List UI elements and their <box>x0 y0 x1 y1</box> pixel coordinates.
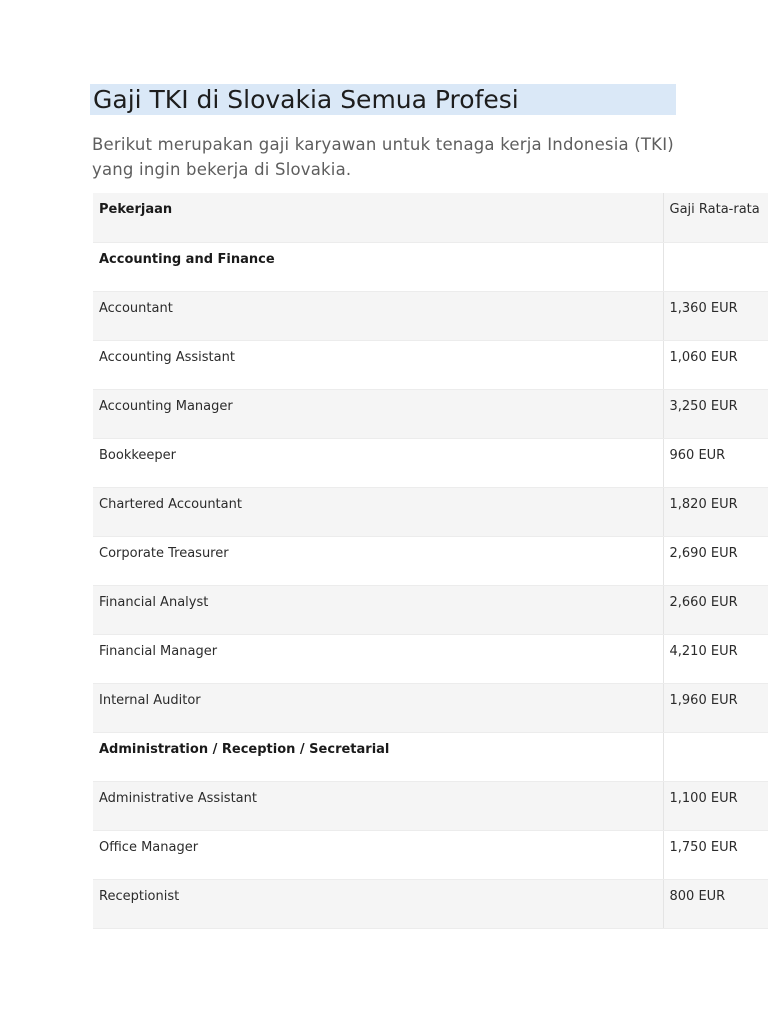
table-header-row <box>93 193 768 242</box>
salary-cell: 3,250 EUR <box>663 389 768 438</box>
table-row <box>93 291 768 340</box>
table-row <box>93 634 768 683</box>
job-cell: Accounting Manager <box>93 389 663 438</box>
salary-table <box>93 193 768 929</box>
job-cell: Financial Manager <box>93 634 663 683</box>
category-row <box>93 242 768 291</box>
category-row <box>93 732 768 781</box>
salary-cell: 2,660 EUR <box>663 585 768 634</box>
page-subtitle: Berikut merupakan gaji karyawan untuk tenaga kerja Indonesia (TKI) yang ingin bekerja di Slovakia. <box>92 135 674 179</box>
page-title: Gaji TKI di Slovakia Semua Profesi <box>90 84 676 115</box>
salary-cell: 1,360 EUR <box>663 291 768 340</box>
job-cell: Internal Auditor <box>93 683 663 732</box>
job-cell: Administrative Assistant <box>93 781 663 830</box>
salary-cell: 1,750 EUR <box>663 830 768 879</box>
job-cell: Accountant <box>93 291 663 340</box>
table-row <box>93 536 768 585</box>
job-cell: Financial Analyst <box>93 585 663 634</box>
salary-cell: 1,100 EUR <box>663 781 768 830</box>
table-row <box>93 438 768 487</box>
job-cell: Accounting Assistant <box>93 340 663 389</box>
job-cell: Receptionist <box>93 879 663 928</box>
salary-cell: 1,960 EUR <box>663 683 768 732</box>
job-cell: Accounting and Finance <box>93 242 663 291</box>
table-row <box>93 585 768 634</box>
job-cell: Office Manager <box>93 830 663 879</box>
job-cell: Chartered Accountant <box>93 487 663 536</box>
job-cell: Corporate Treasurer <box>93 536 663 585</box>
salary-cell: 4,210 EUR <box>663 634 768 683</box>
salary-cell: 1,820 EUR <box>663 487 768 536</box>
job-cell: Bookkeeper <box>93 438 663 487</box>
table-row <box>93 830 768 879</box>
salary-cell <box>663 732 768 781</box>
table-row <box>93 340 768 389</box>
column-header-pekerjaan: Pekerjaan <box>93 193 663 242</box>
table-row <box>93 389 768 438</box>
salary-cell: 2,690 EUR <box>663 536 768 585</box>
table-row <box>93 683 768 732</box>
salary-cell: 800 EUR <box>663 879 768 928</box>
table-row <box>93 879 768 928</box>
table-row <box>93 487 768 536</box>
salary-cell: 960 EUR <box>663 438 768 487</box>
salary-cell: 1,060 EUR <box>663 340 768 389</box>
column-header-gaji-rata-rata: Gaji Rata-rata <box>663 193 768 242</box>
table-row <box>93 781 768 830</box>
job-cell: Administration / Reception / Secretarial <box>93 732 663 781</box>
salary-cell <box>663 242 768 291</box>
